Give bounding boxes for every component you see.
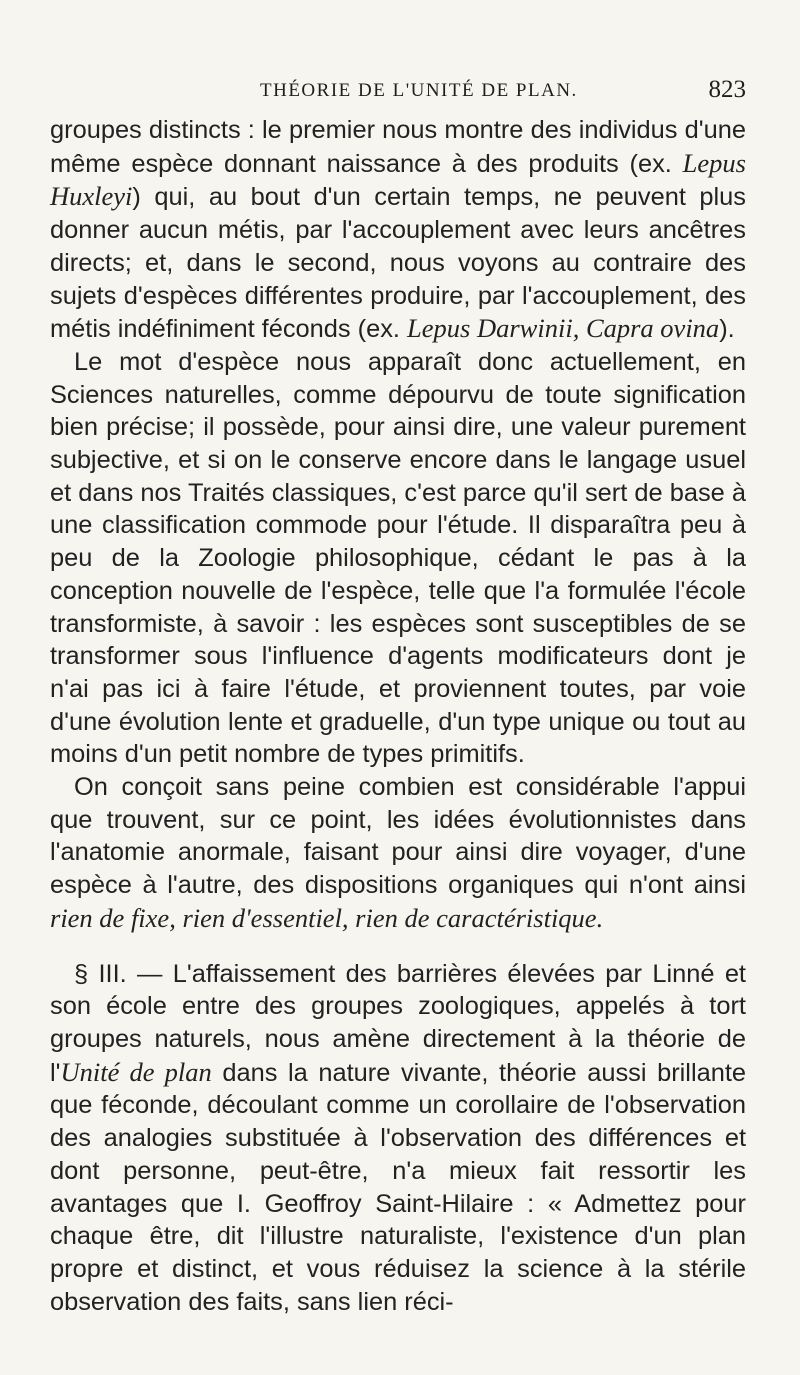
- running-title: THÉORIE DE L'UNITÉ DE PLAN.: [260, 80, 578, 101]
- paragraph-section-3: [50, 958, 746, 1319]
- text-segment: ).: [719, 315, 735, 344]
- italic-species-name: Lepus Huxleyi: [50, 147, 746, 212]
- text-segment: § III. — L'affaissement des barrières élevées par Linné et son école entre des groupes zoologiques, appelés à tort groupes naturels, nous amène directement à la théorie de l': [50, 959, 746, 1087]
- paragraph-1: [50, 114, 746, 346]
- italic-species-name: Lepus Darwinii, Capra ovina: [407, 313, 720, 344]
- running-head: [50, 76, 746, 106]
- text-segment: On conçoit sans peine combien est considérable l'appui que trouvent, sur ce point, les idées évolutionnistes dans l'anatomie anormale, faisant pour ainsi dire voyager, d'une espèce à l'autre, des dispositions organiques qui n'ont ainsi: [50, 773, 746, 900]
- text-segment: ) qui, au bout d'un certain temps, ne peuvent plus donner aucun métis, par l'accouplement avec leurs ancêtres directs; et, dans le second, nous voyons au contraire des sujets d'espèces différentes produire, par l'accouplement, des métis indéfiniment féconds (ex.: [50, 183, 746, 344]
- italic-emphasis: rien de fixe, rien d'essentiel, rien de caractéristique.: [50, 902, 604, 933]
- text-segment: Le mot d'espèce nous apparaît donc actuellement, en Sciences naturelles, comme dépourvu de toute signification bien précise; il possède, pour ainsi dire, une valeur purement subjective, et si on le conserve encore dans le langage usuel et dans nos Traités classiques, c'est parce qu'il sert de base à une classification commode pour l'étude. Il disparaîtra peu à peu de la Zoologie philosophique, cédant le pas à la conception nouvelle de l'espèce, telle que l'a formulée l'école transformiste, à savoir : les espèces sont susceptibles de se transformer sous l'influence d'agents modificateurs dont je n'ai pas ici à faire l'étude, et proviennent toutes, par voie d'une évolution lente et graduelle, d'un type unique ou tout au moins d'un petit nombre de types primitifs.: [50, 347, 746, 769]
- paragraph-2: [50, 346, 746, 771]
- body-text: [50, 114, 746, 1318]
- paragraph-3: [50, 771, 746, 936]
- page-number: 823: [708, 76, 746, 103]
- text-segment: groupes distincts : le premier nous montre des individus d'une même espèce donnant naissance à des produits (ex.: [50, 116, 746, 178]
- text-segment: dans la nature vivante, théorie aussi brillante que féconde, découlant comme un corollaire de l'observation des analogies substituée à l'observation des différences et dont personne, peut-être, n'a mieux fait ressortir les avantages que I. Geoffroy Saint-Hilaire : « Admettez pour chaque être, dit l'illustre naturaliste, l'existence d'un plan propre et distinct, et vous réduisez la science à la stérile observation des faits, sans lien réci-: [50, 1058, 747, 1316]
- italic-emphasis: Unité de plan: [60, 1056, 212, 1087]
